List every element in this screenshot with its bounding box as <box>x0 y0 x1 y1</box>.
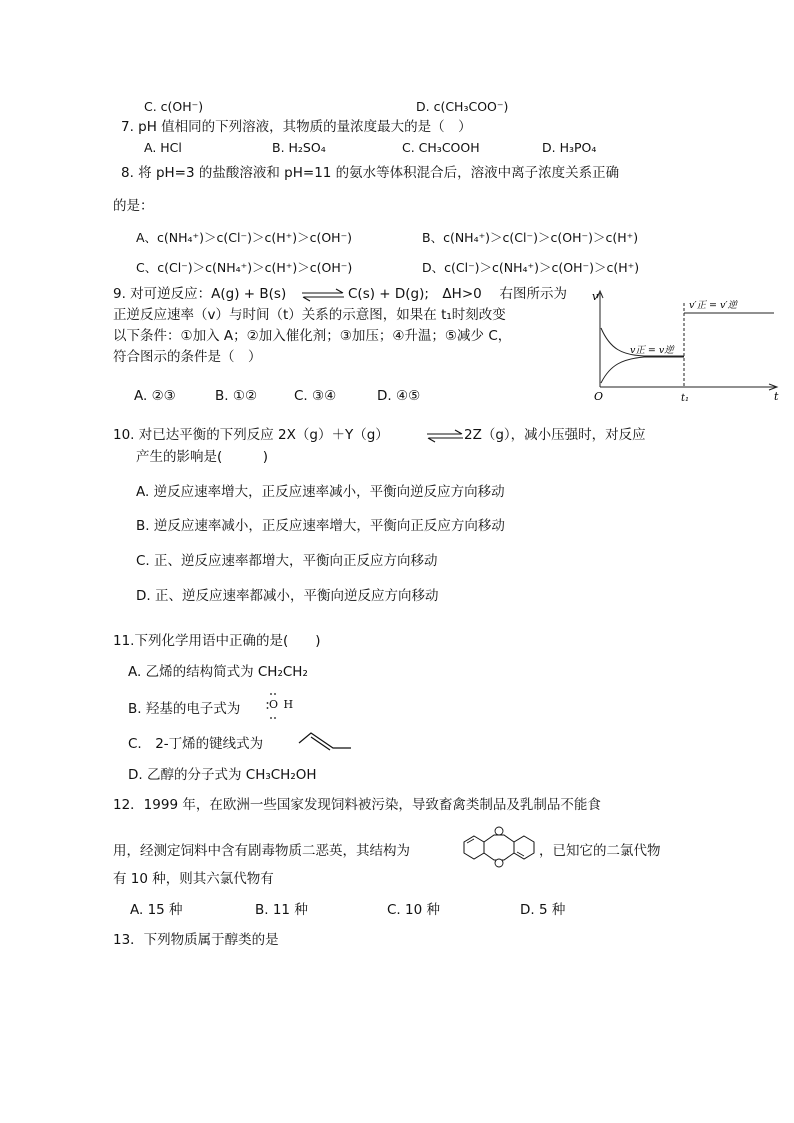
q12-option-a: A. 15 种 <box>130 902 183 918</box>
q10-stem-part1: 10. 对已达平衡的下列反应 2X（g）＋Y（g） <box>113 427 389 443</box>
q12-option-c: C. 10 种 <box>387 902 440 918</box>
graph-origin-label: O <box>594 390 604 403</box>
q8-option-d: D、c(Cl⁻)＞c(NH₄⁺)＞c(OH⁻)＞c(H⁺) <box>422 260 640 275</box>
q12-stem-line2-part2: ，已知它的二氯代物 <box>539 843 661 859</box>
q8-stem-line2: 的是： <box>113 198 154 214</box>
graph-t1-label: t₁ <box>681 393 690 404</box>
q6-option-c: C. c(OH⁻) <box>144 99 204 114</box>
dioxin-structure <box>460 822 538 870</box>
q9-line1-part2: C(s) + D(g); ΔH>0 右图所示为 <box>348 286 568 302</box>
q9-option-b: B. ①② <box>215 388 258 404</box>
graph-reverse-rate-curve <box>601 357 684 383</box>
q7-option-c: C. CH₃COOH <box>402 140 480 155</box>
q10-option-d: D. 正、逆反应速率都减小，平衡向逆反应方向移动 <box>136 588 439 604</box>
rate-time-graph <box>588 283 788 406</box>
q10-stem-line2: 产生的影响是( ) <box>136 449 269 465</box>
q9-option-c: C. ③④ <box>294 388 337 404</box>
q9-line3: 以下条件：①加入 A；②加入催化剂；③加压；④升温；⑤减少 C， <box>113 328 512 344</box>
q10-option-b: B. 逆反应速率减小，正反应速率增大，平衡向正反应方向移动 <box>136 518 505 534</box>
q12-stem-line2-part1: 用，经测定饲料中含有剧毒物质二恶英，其结构为 <box>113 843 410 859</box>
q12-stem-line1: 12．1999 年，在欧洲一些国家发现饲料被污染，导致畜禽类制品及乳制品不能食 <box>113 797 601 813</box>
q10-stem-part2: 2Z（g），减小压强时，对反应 <box>464 427 646 443</box>
hydroxyl-formula-text: O H <box>269 698 295 711</box>
q7-option-b: B. H₂SO₄ <box>272 140 326 155</box>
q13-stem: 13．下列物质属于醇类的是 <box>113 932 279 948</box>
q9-line4: 符合图示的条件是（ ） <box>113 349 262 365</box>
q9-line2: 正逆反应速率（v）与时间（t）关系的示意图，如果在 t₁时刻改变 <box>113 307 506 323</box>
q10-option-c: C. 正、逆反应速率都增大，平衡向正反应方向移动 <box>136 553 438 569</box>
q9-line1-part1: 9. 对可逆反应：A(g) + B(s) <box>113 286 287 302</box>
q11-option-a: A. 乙烯的结构简式为 CH₂CH₂ <box>128 664 308 680</box>
graph-label-before: v正 = v逆 <box>630 345 674 356</box>
q9-option-d: D. ④⑤ <box>377 388 421 404</box>
q10-option-a: A. 逆反应速率增大，正反应速率减小，平衡向逆反应方向移动 <box>136 484 505 500</box>
q8-option-b: B、c(NH₄⁺)＞c(Cl⁻)＞c(OH⁻)＞c(H⁺) <box>422 230 639 245</box>
q7-option-a: A. HCl <box>144 140 182 155</box>
hydroxyl-electron-formula <box>266 690 296 722</box>
q7-stem: 7. pH 值相同的下列溶液，其物质的量浓度最大的是（ ） <box>121 119 472 135</box>
graph-y-label: v <box>592 290 599 303</box>
q11-stem: 11.下列化学用语中正确的是( ) <box>113 633 321 649</box>
q12-option-b: B. 11 种 <box>255 902 308 918</box>
q12-option-d: D. 5 种 <box>520 902 566 918</box>
q8-option-a: A、c(NH₄⁺)＞c(Cl⁻)＞c(H⁺)＞c(OH⁻) <box>136 230 353 245</box>
q12-stem-line3: 有 10 种，则其六氯代物有 <box>113 871 274 887</box>
q7-option-d: D. H₃PO₄ <box>542 140 597 155</box>
2-butene-skeletal-structure <box>297 730 353 752</box>
graph-x-label: t <box>774 390 779 403</box>
q8-option-c: C、c(Cl⁻)＞c(NH₄⁺)＞c(H⁺)＞c(OH⁻) <box>136 260 353 275</box>
q11-option-c: C. 2-丁烯的键线式为 <box>128 736 264 752</box>
q9-option-a: A. ②③ <box>134 388 176 404</box>
equilibrium-arrow-icon <box>300 288 346 302</box>
graph-label-after: v′正 = v′逆 <box>689 300 738 311</box>
q11-option-d: D. 乙醇的分子式为 CH₃CH₂OH <box>128 767 317 783</box>
q8-stem-line1: 8. 将 pH=3 的盐酸溶液和 pH=11 的氨水等体积混合后，溶液中离子浓度关系正确 <box>121 165 620 181</box>
q6-option-d: D. c(CH₃COO⁻) <box>416 99 509 114</box>
equilibrium-arrow-icon <box>425 429 465 443</box>
q11-option-b: B. 羟基的电子式为 <box>128 701 241 717</box>
